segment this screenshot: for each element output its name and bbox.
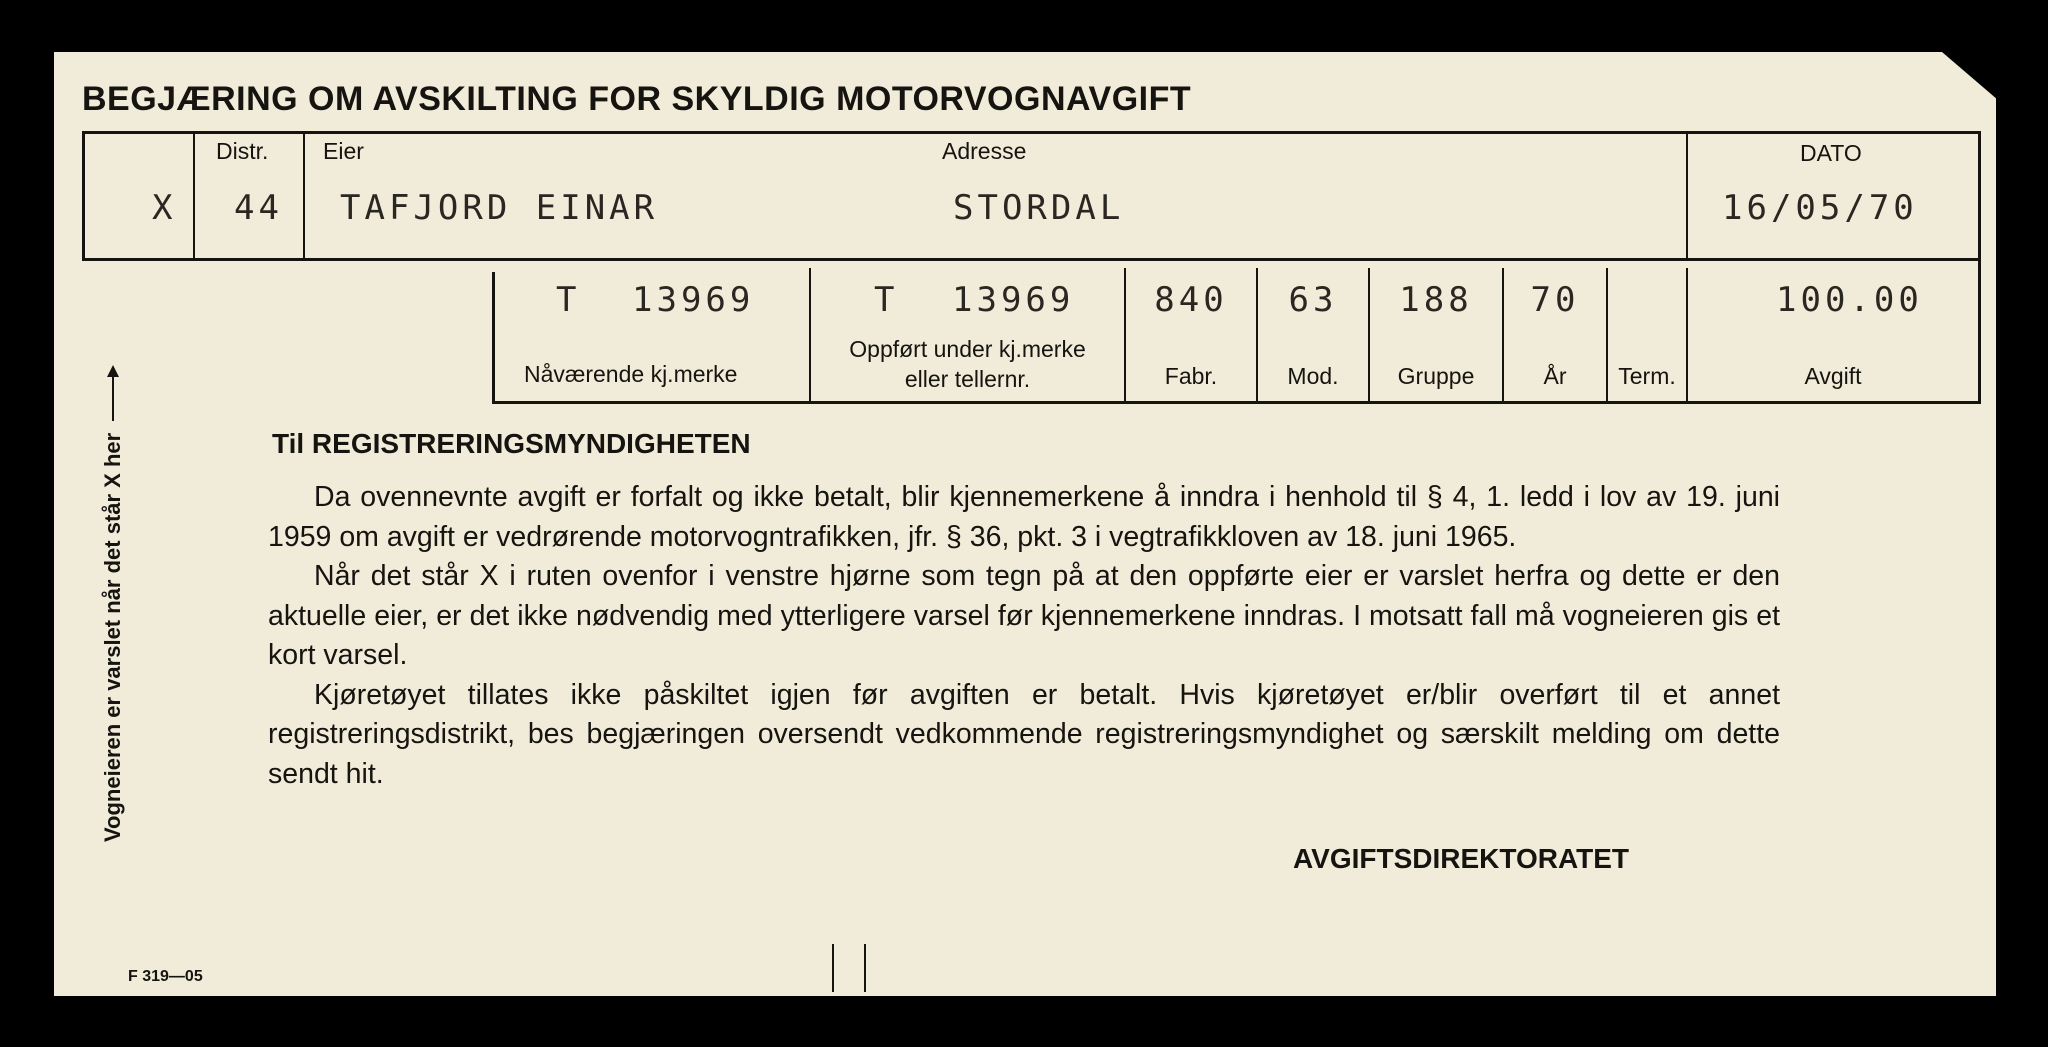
ar-value: 70 xyxy=(1530,280,1580,320)
header-bottom-rule xyxy=(82,258,1980,261)
dato-value: 16/05/70 xyxy=(1722,188,1918,228)
mod-label: Mod. xyxy=(1287,363,1339,389)
form-number: F 319—05 xyxy=(128,968,203,985)
avgift-value: 100.00 xyxy=(1776,280,1923,320)
body-text xyxy=(268,478,1780,794)
fabr-label: Fabr. xyxy=(1164,363,1218,389)
vehicle-bottom-rule xyxy=(492,401,1981,404)
signature: AVGIFTSDIREKTORATET xyxy=(1293,843,1629,874)
fabr-value: 840 xyxy=(1154,280,1228,320)
form-title: BEGJÆRING OM AVSKILTING FOR SKYLDIG MOTORVOGNAVGIFT xyxy=(82,80,1192,118)
perforation-mark xyxy=(864,944,866,992)
header-divider xyxy=(193,131,195,261)
distr-label: Distr. xyxy=(216,138,269,164)
header-divider xyxy=(1686,131,1688,261)
side-note-text: Vogneieren er varslet når det står X her xyxy=(100,432,125,842)
side-note xyxy=(100,365,127,842)
right-border xyxy=(1978,131,1981,403)
mod-value: 63 xyxy=(1288,280,1338,320)
distr-value: 44 xyxy=(234,188,283,228)
arrow-right-icon xyxy=(101,365,127,421)
header-divider xyxy=(303,131,305,261)
perforation-mark xyxy=(832,944,834,992)
paragraph-3: Kjøretøyet tillates ikke påskiltet igjen før avgiften er betalt. Hvis kjøretøyet er/blir overført til et annet registreringsdistrikt, bes begjæringen oversendt vedkommende registreringsmyndighet og særskilt melding om dette sendt hit. xyxy=(268,678,1780,790)
adresse-value: STORDAL xyxy=(953,188,1125,228)
current-plate-number: 13969 xyxy=(632,280,755,320)
eier-value: TAFJORD EINAR xyxy=(340,188,659,228)
current-plate-prefix: T xyxy=(556,280,581,320)
registered-plate-label-line1: Oppført under kj.merke xyxy=(849,336,1086,362)
adresse-label: Adresse xyxy=(942,138,1027,164)
paragraph-1: Da ovennevnte avgift er forfalt og ikke betalt, blir kjennemerkene å inndra i henhold til § 4, 1. ledd i lov av 19. juni 1959 om avgift er vedrørende motorvogntrafikken, jfr. § 36, pkt. 3 i vegtrafikkloven av 18. juni 1965. xyxy=(268,481,1780,553)
vehicle-left-border xyxy=(492,272,495,404)
eier-label: Eier xyxy=(323,138,364,164)
gruppe-value: 188 xyxy=(1399,280,1473,320)
registered-plate-number: 13969 xyxy=(952,280,1075,320)
registered-plate-prefix: T xyxy=(874,280,899,320)
paragraph-2: Når det står X i ruten ovenfor i venstre hjørne som tegn på at den oppførte eier er varslet herfra og dette er den aktuelle eier, er det ikke nødvendig med ytterligere varsel før kjennemerkene inndras. I motsatt fall må vogneieren gis et kort varsel. xyxy=(268,560,1780,671)
header-top-rule xyxy=(82,131,1980,134)
gruppe-label: Gruppe xyxy=(1397,363,1475,389)
avgift-label: Avgift xyxy=(1804,363,1862,389)
body-heading: Til REGISTRERINGSMYNDIGHETEN xyxy=(272,428,751,459)
registered-plate-label-line2: eller tellernr. xyxy=(904,366,1031,392)
ar-label: År xyxy=(1543,363,1567,389)
term-label: Term. xyxy=(1618,363,1676,389)
registered-plate-label xyxy=(811,334,1124,394)
notified-mark: X xyxy=(152,188,177,228)
header-left-border xyxy=(82,131,85,261)
current-plate-label: Nåværende kj.merke xyxy=(524,361,738,387)
dato-label: DATO xyxy=(1800,140,1862,166)
